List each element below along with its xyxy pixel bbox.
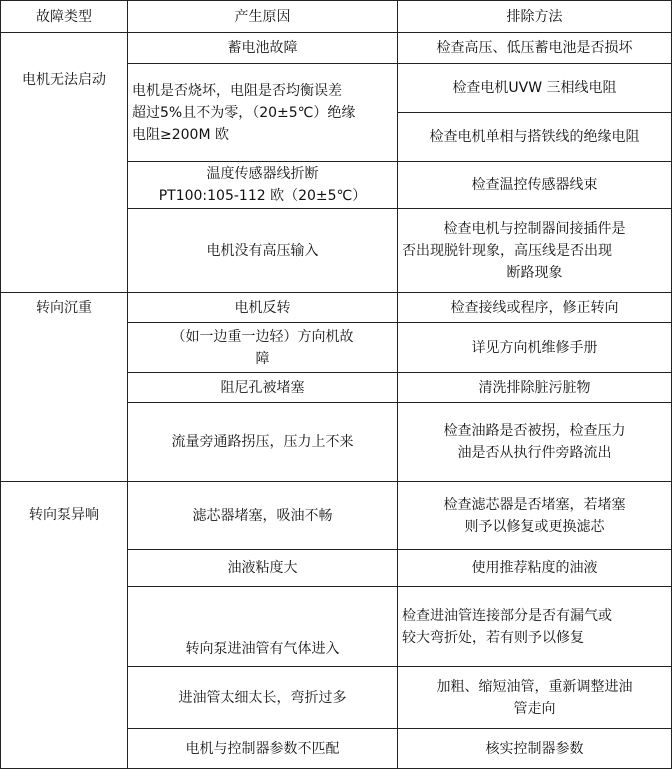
table-row xyxy=(1,482,672,550)
table-row xyxy=(1,293,672,323)
cause-line: 超过5%且不为零，（20±5℃）绝缘 xyxy=(132,104,356,121)
cause-cell: 进油管太细太长，弯折过多 xyxy=(128,667,398,729)
remedy-line: 加粗、缩短油管，重新调整进油 xyxy=(436,678,633,695)
header-fault-type: 故障类型 xyxy=(1,1,128,33)
remedy-cell: 清洗排除脏污脏物 xyxy=(398,373,672,403)
cause-cell: 滤芯器堵塞，吸油不畅 xyxy=(128,482,398,550)
fault-type-cell: 转向泵异响 xyxy=(1,482,128,769)
remedy-line: 检查滤芯器是否堵塞，若堵塞 xyxy=(443,496,626,513)
cause-line: 电阻≥200M 欧 xyxy=(132,126,229,143)
remedy-cell xyxy=(398,482,672,550)
cause-cell xyxy=(128,64,398,162)
remedy-line: 否出现脱针现象，高压线是否出现 xyxy=(402,242,612,259)
header-cause: 产生原因 xyxy=(128,1,398,33)
remedy-cell: 使用推荐粘度的油液 xyxy=(398,550,672,587)
cause-cell xyxy=(128,323,398,373)
cause-cell: 阻尼孔被堵塞 xyxy=(128,373,398,403)
cause-line: （如一边重一边轻）方向机故 xyxy=(171,328,354,345)
cause-cell: 电机反转 xyxy=(128,293,398,323)
remedy-cell: 检查电机单相与搭铁线的绝缘电阻 xyxy=(398,113,672,162)
table-row xyxy=(1,33,672,64)
cause-cell: 电机没有高压输入 xyxy=(128,209,398,293)
remedy-cell: 详见方向机维修手册 xyxy=(398,323,672,373)
remedy-line: 管走向 xyxy=(513,700,556,717)
remedy-cell: 检查接线或程序，修正转向 xyxy=(398,293,672,323)
header-remedy: 排除方法 xyxy=(398,1,672,33)
fault-type-cell: 电机无法启动 xyxy=(1,33,128,293)
cause-cell: 电机与控制器参数不匹配 xyxy=(128,729,398,769)
remedy-cell xyxy=(398,587,672,667)
cause-line: 障 xyxy=(255,350,270,367)
cause-cell: 蓄电池故障 xyxy=(128,33,398,64)
cause-cell: 流量旁通路拐压，压力上不来 xyxy=(128,403,398,482)
remedy-line: 检查进油管连接部分是否有漏气或 xyxy=(402,607,612,624)
fault-type-cell: 转向沉重 xyxy=(1,293,128,482)
cause-line: 温度传感器线折断 xyxy=(206,166,319,182)
remedy-line: 检查电机与控制器间接插件是 xyxy=(443,220,626,237)
remedy-line: 则予以修复或更换滤芯 xyxy=(464,518,605,535)
cause-line: PT100:105-112 欧（20±5℃） xyxy=(158,188,367,204)
remedy-line: 油是否从执行件旁路流出 xyxy=(457,445,612,461)
remedy-cell xyxy=(398,209,672,293)
remedy-cell: 核实控制器参数 xyxy=(398,729,672,769)
remedy-cell xyxy=(398,403,672,482)
remedy-line: 断路现象 xyxy=(506,264,563,281)
cause-cell: 转向泵进油管有气体进入 xyxy=(128,587,398,667)
remedy-cell: 检查电机UVW 三相线电阻 xyxy=(398,64,672,113)
cause-cell: 油液粘度大 xyxy=(128,550,398,587)
remedy-cell: 检查温控传感器线束 xyxy=(398,162,672,209)
table-header-row xyxy=(1,1,672,33)
remedy-line: 较大弯折处，若有则予以修复 xyxy=(402,629,584,646)
remedy-cell xyxy=(398,667,672,729)
remedy-line: 检查油路是否被拐，检查压力 xyxy=(443,423,626,439)
cause-cell xyxy=(128,162,398,209)
cause-line: 电机是否烧坏，电阻是否均衡误差 xyxy=(132,82,342,99)
remedy-cell: 检查高压、低压蓄电池是否损坏 xyxy=(398,33,672,64)
